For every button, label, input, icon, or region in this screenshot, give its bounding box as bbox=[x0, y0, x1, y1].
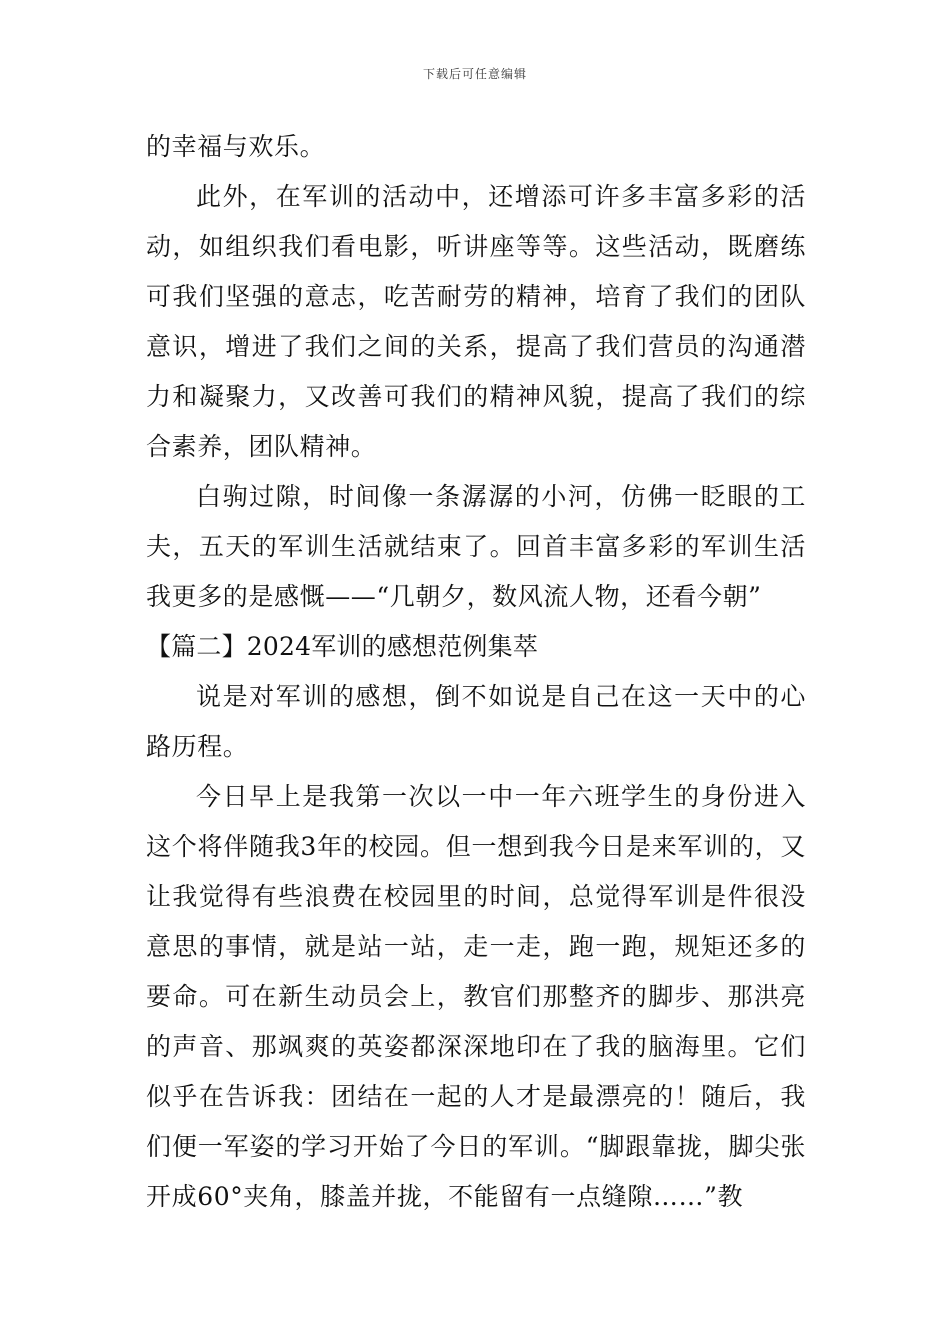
page-header-note: 下载后可任意编辑 bbox=[422, 67, 527, 81]
paragraph-continuation: 的幸福与欢乐。 bbox=[146, 132, 326, 161]
paragraph-intro: 说是对军训的感想，倒不如说是自己在这一天中的心路历程。 bbox=[146, 682, 806, 761]
section-heading: 【篇二】2024军训的感想范例集萃 bbox=[146, 632, 539, 661]
paragraph-activities: 此外，在军训的活动中，还增添可许多丰富多彩的活动，如组织我们看电影，听讲座等等。这些活动，既磨练可我们坚强的意志，吃苦耐劳的精神，培育了我们的团队意识，增进了我们之间的关系，提高了我们营员的沟通潜力和凝聚力，又改善可我们的精神风貌，提高了我们的综合素养，团队精神。 bbox=[146, 182, 806, 461]
document-body bbox=[146, 122, 806, 1222]
paragraph-time-passes: 白驹过隙，时间像一条潺潺的小河，仿佛一眨眼的工夫，五天的军训生活就结束了。回首丰富多彩的军训生活我更多的是感慨——“几朝夕，数风流人物，还看今朝” bbox=[146, 482, 806, 611]
paragraph-first-day: 今日早上是我第一次以一中一年六班学生的身份进入这个将伴随我3年的校园。但一想到我今日是来军训的，又让我觉得有些浪费在校园里的时间，总觉得军训是件很没意思的事情，就是站一站，走一走，跑一跑，规矩还多的要命。可在新生动员会上，教官们那整齐的脚步、那洪亮的声音、那飒爽的英姿都深深地印在了我的脑海里。它们似乎在告诉我：团结在一起的人才是最漂亮的！随后，我们便一军姿的学习开始了今日的军训。“脚跟靠拢，脚尖张开成60°夹角，膝盖并拢，不能留有一点缝隙……”教 bbox=[146, 782, 806, 1211]
